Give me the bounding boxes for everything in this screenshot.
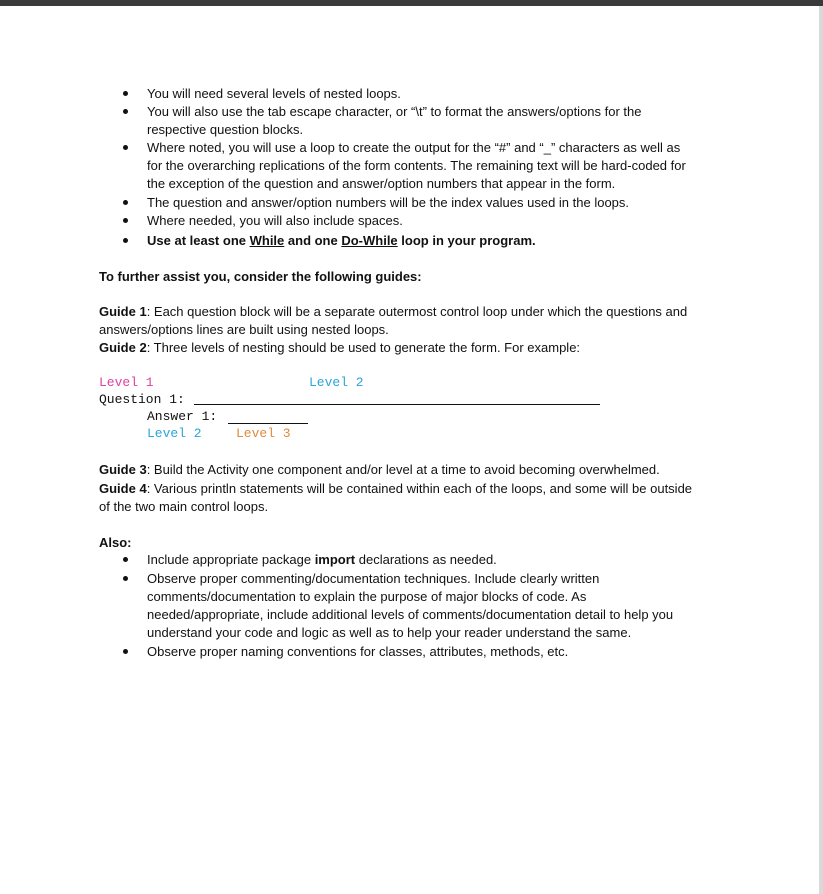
bullet-icon (123, 649, 128, 654)
answer-label: Answer 1: (147, 409, 218, 424)
bold-bullet-post: loop in your program. (397, 233, 536, 248)
guide-4-label: Guide 4 (99, 481, 147, 496)
level-2-label-top: Level 2 (309, 375, 364, 390)
bullet-text: Where noted, you will use a loop to create the output for the “#” and “_” characters as well as (147, 140, 681, 155)
bullet-text: You will also use the tab escape character, or “\t” to format the answers/options for the (147, 104, 642, 119)
bold-bullet-pre: Use at least one (147, 233, 250, 248)
while-keyword: While (249, 233, 285, 248)
guide-1-text: : Each question block will be a separate outermost control loop under which the questions and (146, 304, 688, 319)
bullet-icon (123, 200, 128, 205)
guide-2-text: : Three levels of nesting should be used to generate the form. For example: (146, 340, 581, 355)
guide-3-text: : Build the Activity one component and/or level at a time to avoid becoming overwhelmed. (146, 462, 660, 477)
level-3-label: Level 3 (236, 426, 291, 441)
bold-bullet-mid: and one (284, 233, 342, 248)
also-heading: Also: (99, 535, 132, 550)
import-keyword: import (314, 552, 356, 567)
guide-1-continuation: answers/options lines are built using nested loops. (99, 322, 389, 337)
answer-blank-line (228, 423, 308, 424)
guide-3 (99, 461, 660, 479)
bullet-icon (123, 145, 128, 150)
bullet-text: The question and answer/option numbers will be the index values used in the loops. (147, 195, 630, 210)
bullet-icon (123, 109, 128, 114)
guide-4 (99, 480, 692, 498)
guides-heading: To further assist you, consider the following guides: (99, 269, 422, 284)
level-1-label: Level 1 (99, 375, 154, 390)
bullet-text: for the overarching replications of the form contents. The remaining text will be hard-coded for (147, 158, 686, 173)
bullet-icon (123, 218, 128, 223)
also-bullet-text: understand your code and logic as well as to help your reader understand the same. (147, 625, 632, 640)
bullet-icon (123, 557, 128, 562)
bullet-text: Where needed, you will also include spaces. (147, 213, 403, 228)
also-bullet-text: Observe proper commenting/documentation techniques. Include clearly written (147, 571, 600, 586)
also-bullet-import-post: declarations as needed. (355, 552, 497, 567)
also-bullet-text: Observe proper naming conventions for classes, attributes, methods, etc. (147, 644, 569, 659)
guide-2 (99, 339, 580, 357)
bullet-icon (123, 91, 128, 96)
bold-bullet-text (147, 232, 536, 250)
guide-1-label: Guide 1 (99, 304, 147, 319)
bullet-icon (123, 576, 128, 581)
also-bullet-import (147, 551, 497, 569)
guide-4-text: : Various println statements will be contained within each of the loops, and some will be outside (146, 481, 693, 496)
bullet-text: You will need several levels of nested loops. (147, 86, 401, 101)
guide-1 (99, 303, 687, 321)
also-bullet-text: comments/documentation to explain the purpose of major blocks of code. As (147, 589, 587, 604)
question-answer-line (194, 404, 600, 405)
do-while-keyword: Do-While (341, 233, 398, 248)
bullet-text: respective question blocks. (147, 122, 304, 137)
guide-2-label: Guide 2 (99, 340, 147, 355)
guide-4-continuation: of the two main control loops. (99, 499, 269, 514)
question-label: Question 1: (99, 392, 185, 407)
guide-3-label: Guide 3 (99, 462, 147, 477)
page-edge-shadow (819, 6, 823, 894)
also-bullet-text: needed/appropriate, include additional levels of comments/documentation detail to help you (147, 607, 674, 622)
bullet-icon (123, 238, 128, 243)
also-bullet-import-pre: Include appropriate package (147, 552, 315, 567)
level-2-label-bottom: Level 2 (147, 426, 202, 441)
bullet-text: the exception of the question and answer/option numbers that appear in the form. (147, 176, 616, 191)
